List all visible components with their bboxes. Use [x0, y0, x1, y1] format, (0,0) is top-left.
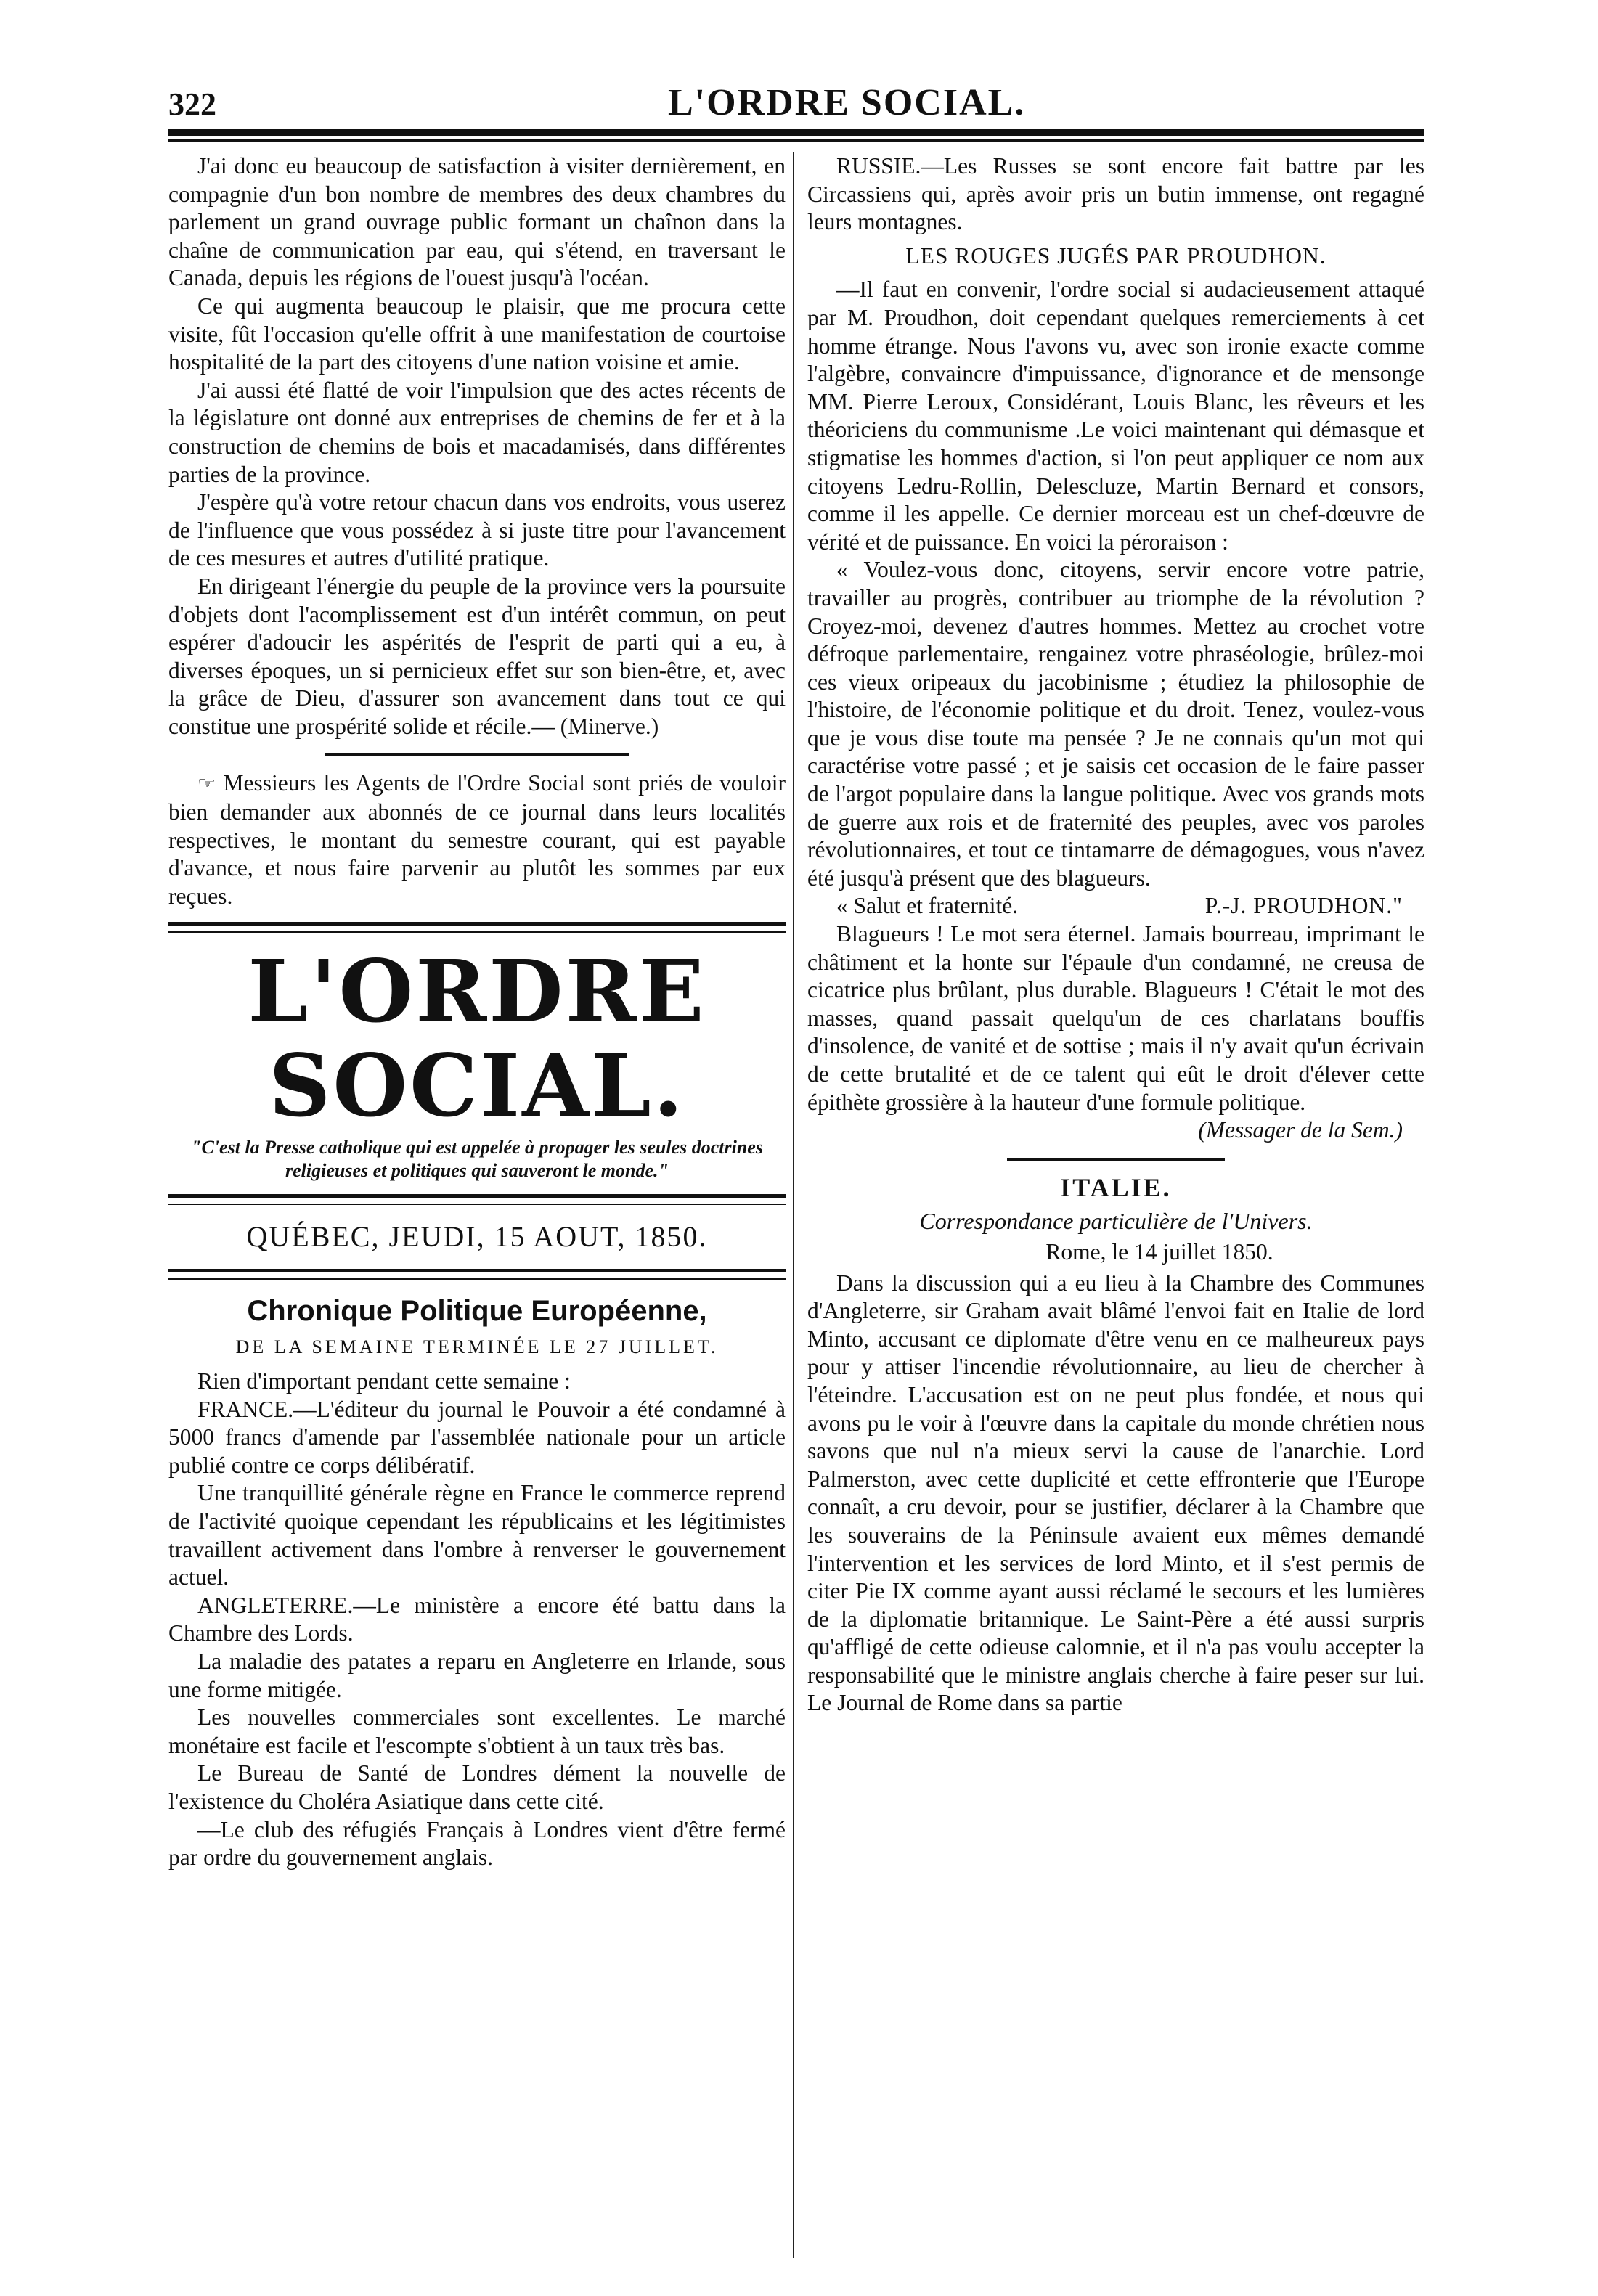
header-rule-thin [168, 139, 1424, 142]
paragraph: En dirigeant l'énergie du peuple de la province vers la poursuite d'objets dont l'acomplissement est d'un intérêt commun, on peut espérer d'adoucir les aspérités de l'esprit de parti qui a eu, à diverses époques, un si pernicieux effet sur son bien-être, et, avec la grâce de Dieu, d'assurer son avancement dans tout ce qui constitue une prospérité solide et récile.— (Minerve.) [168, 573, 786, 739]
pointing-hand-icon: ☞ [197, 772, 216, 796]
chronicle-title: Chronique Politique Européenne, [247, 1295, 707, 1328]
source-credit: (Messager de la Sem.) [1198, 1117, 1403, 1143]
quotation: « Voulez-vous donc, citoyens, servir encore votre patrie, travailler au progrès, contribuer au triomphe de la révolution ? Croyez-moi, devenez d'autres hommes. Mettez au crochet votre défroque parlementaire, rengainez votre phraséologie, brûlez-moi ces vieux oripeaux du jacobinisme ; étudiez la philosophie de l'histoire, de l'économie politique et du droit. Tenez, voulez-vous que je vous dise toute ma pensée ? Je ne connais qu'un mot qui caractérise votre passé ; et je saisis cet occasion de le faire passer de l'argot populaire dans la langue politique. Avec vos grands mots de guerre aux rois et de fraternité des peuples, avec vos paroles révolutionnaires, et tout ce tintamarre de démagogues, vous n'avez été jusqu'à présent que des blagueurs. [807, 557, 1424, 891]
signature-line [807, 892, 1424, 920]
masthead-rule-bottom [168, 1269, 786, 1280]
paragraph: Les nouvelles commerciales sont excellentes. Le marché monétaire est facile et l'escompte s'obtient à un taux très bas. [168, 1704, 786, 1758]
masthead-motto: "C'est la Presse catholique qui est appelée à propager les seules doctrines religieuses et politiques qui sauveront le monde." [191, 1137, 763, 1182]
signature: P.-J. PROUDHON." [1204, 893, 1403, 919]
correspondence-line: Correspondance particulière de l'Univers. [919, 1208, 1313, 1235]
running-title: L'ORDRE SOCIAL. [668, 82, 1026, 123]
masthead: L'ORDRE SOCIAL. [248, 941, 706, 1137]
italie-heading: ITALIE. [1060, 1172, 1172, 1202]
paragraph: —Le club des réfugiés Français à Londres vient d'être fermé par ordre du gouvernement anglais. [168, 1816, 786, 1871]
paragraph: Le Bureau de Santé de Londres dément la nouvelle de l'existence du Choléra Asiatique dans cette cité. [168, 1760, 786, 1814]
right-column [807, 152, 1424, 1717]
agents-notice [168, 769, 786, 910]
paragraph: J'ai aussi été flatté de voir l'impulsion que des actes récents de la législature ont donné aux entreprises de chemins de fer et à la construction de chemins de bois et macadamisés, dans différentes parties de la province. [168, 377, 786, 487]
paragraph: La maladie des patates a reparu en Angleterre en Irlande, sous une forme mitigée. [168, 1648, 786, 1702]
masthead-rule-top [168, 922, 786, 933]
page-number: 322 [168, 86, 216, 122]
column-divider [793, 152, 794, 2258]
section-rule [1007, 1158, 1225, 1161]
paragraph: Ce qui augmenta beaucoup le plaisir, que me procura cette visite, fût l'occasion qu'elle offrit à une manifestation de courtoise hospitalité de la part des citoyens d'une nation voisine et amie. [168, 293, 786, 375]
left-column [168, 152, 786, 1872]
dateline: QUÉBEC, JEUDI, 15 AOUT, 1850. [246, 1220, 708, 1254]
paragraph: —Il faut en convenir, l'ordre social si audacieusement attaqué par M. Proudhon, doit cependant quelques remerciements à cet homme étrange. Nous l'avons vu, avec son ironie exacte comme l'algèbre, convaincre d'impuissance, d'ignorance et de mensonge MM. Pierre Leroux, Considérant, Louis Blanc, les rêveurs et les théoriciens du communisme .Le voici maintenant qui démasque et stigmatise les hommes d'action, si l'on peut appliquer ce nom aux citoyens Ledru-Rollin, Delescluze, Martin Bernard et consors, comme il les appelle. Ce dernier morceau est un chef-dœuvre de vérité et de puissance. En voici la péroraison : [807, 277, 1424, 555]
paragraph: FRANCE.—L'éditeur du journal le Pouvoir a été condamné à 5000 francs d'amende par l'assemblée nationale pour un article publié contre ce corps délibératif. [168, 1396, 786, 1478]
paragraph: Une tranquillité générale règne en France le commerce reprend de l'activité quoique cependant les républicains et les légitimistes travaillent activement dans l'ombre à renverser le gouvernement actuel. [168, 1480, 786, 1590]
paragraph: Dans la discussion qui a eu lieu à la Chambre des Communes d'Angleterre, sir Graham avait blâmé l'envoi fait en Italie de lord Minto, accusant ce diplomate d'être venu en ce malheureux pays pour y attiser l'incendie révolutionnaire, au lieu de chercher à l'éteindre. L'accusation est on ne peut plus fondée, et nous qui avons pu le voir à l'œuvre dans la capitale du monde chrétien nous savons que nul n'a mieux servi la cause de l'anarchie. Lord Palmerston, avec cette duplicité et cette effronterie que l'Europe connaît, a cru devoir, pour se justifier, déclarer à la Chambre que les souverains de la Péninsule avaient eux mêmes demandé l'intervention et les services de lord Minto, et il s'est permis de citer Pie IX comme ayant aussi réclamé le secours et les lumières de la diplomatie britannique. Le Saint-Père a été aussi surpris qu'affligé de cette odieuse calomnie, et il n'a pas voulu accepter la responsabilité que le ministre anglais cherche à faire peser sur lui. Le Journal de Rome dans sa partie [807, 1270, 1424, 1716]
header-rule-thick [168, 129, 1424, 136]
masthead-rule-mid [168, 1194, 786, 1205]
salutation: « Salut et fraternité. [836, 893, 1019, 919]
notice-text: Messieurs les Agents de l'Ordre Social sont priés de vouloir bien demander aux abonnés de ce journal dans leurs localités respectives, le montant du semestre courant, qui est payable d'avance, et nous faire parvenir au plutôt les sommes par eux reçues. [168, 770, 786, 909]
paragraph: Rien d'important pendant cette semaine : [197, 1368, 571, 1394]
paragraph: RUSSIE.—Les Russes se sont encore fait battre par les Circassiens qui, après avoir pris un butin immense, ont regagné leurs montagnes. [807, 153, 1424, 235]
paragraph: J'ai donc eu beaucoup de satisfaction à visiter dernièrement, en compagnie d'un bon nombre de membres des deux chambres du parlement un grand ouvrage public formant un chaînon dans la chaîne de communication par eau, qui s'étend, en traversant le Canada, depuis les régions de l'ouest jusqu'à l'océan. [168, 153, 786, 291]
paragraph: ANGLETERRE.—Le ministère a encore été battu dans la Chambre des Lords. [168, 1592, 786, 1646]
chronicle-subtitle: DE LA SEMAINE TERMINÉE LE 27 JUILLET. [235, 1336, 719, 1358]
section-rule [325, 753, 629, 756]
section-heading: LES ROUGES JUGÉS PAR PROUDHON. [905, 242, 1326, 269]
place-date: Rome, le 14 juillet 1850. [1045, 1238, 1273, 1265]
paragraph: J'espère qu'à votre retour chacun dans vos endroits, vous userez de l'influence que vous possédez à si juste titre pour l'avancement de ces mesures et autres d'utilité pratique. [168, 489, 786, 571]
paragraph: Blagueurs ! Le mot sera éternel. Jamais bourreau, imprimant le châtiment et la honte sur l'épaule d'un condamné, ne creusa de cicatrice plus brûlant, plus durable. Blagueurs ! C'était le mot des masses, quand passait quelqu'un de ces charlatans bouffis d'insolence, de vanité et de sottise ; mais il n'y avait qu'un écrivain de cette brutalité et de ce talent qui eût le droit d'élever cette épithète grossière à la hauteur d'une formule politique. [807, 921, 1424, 1115]
